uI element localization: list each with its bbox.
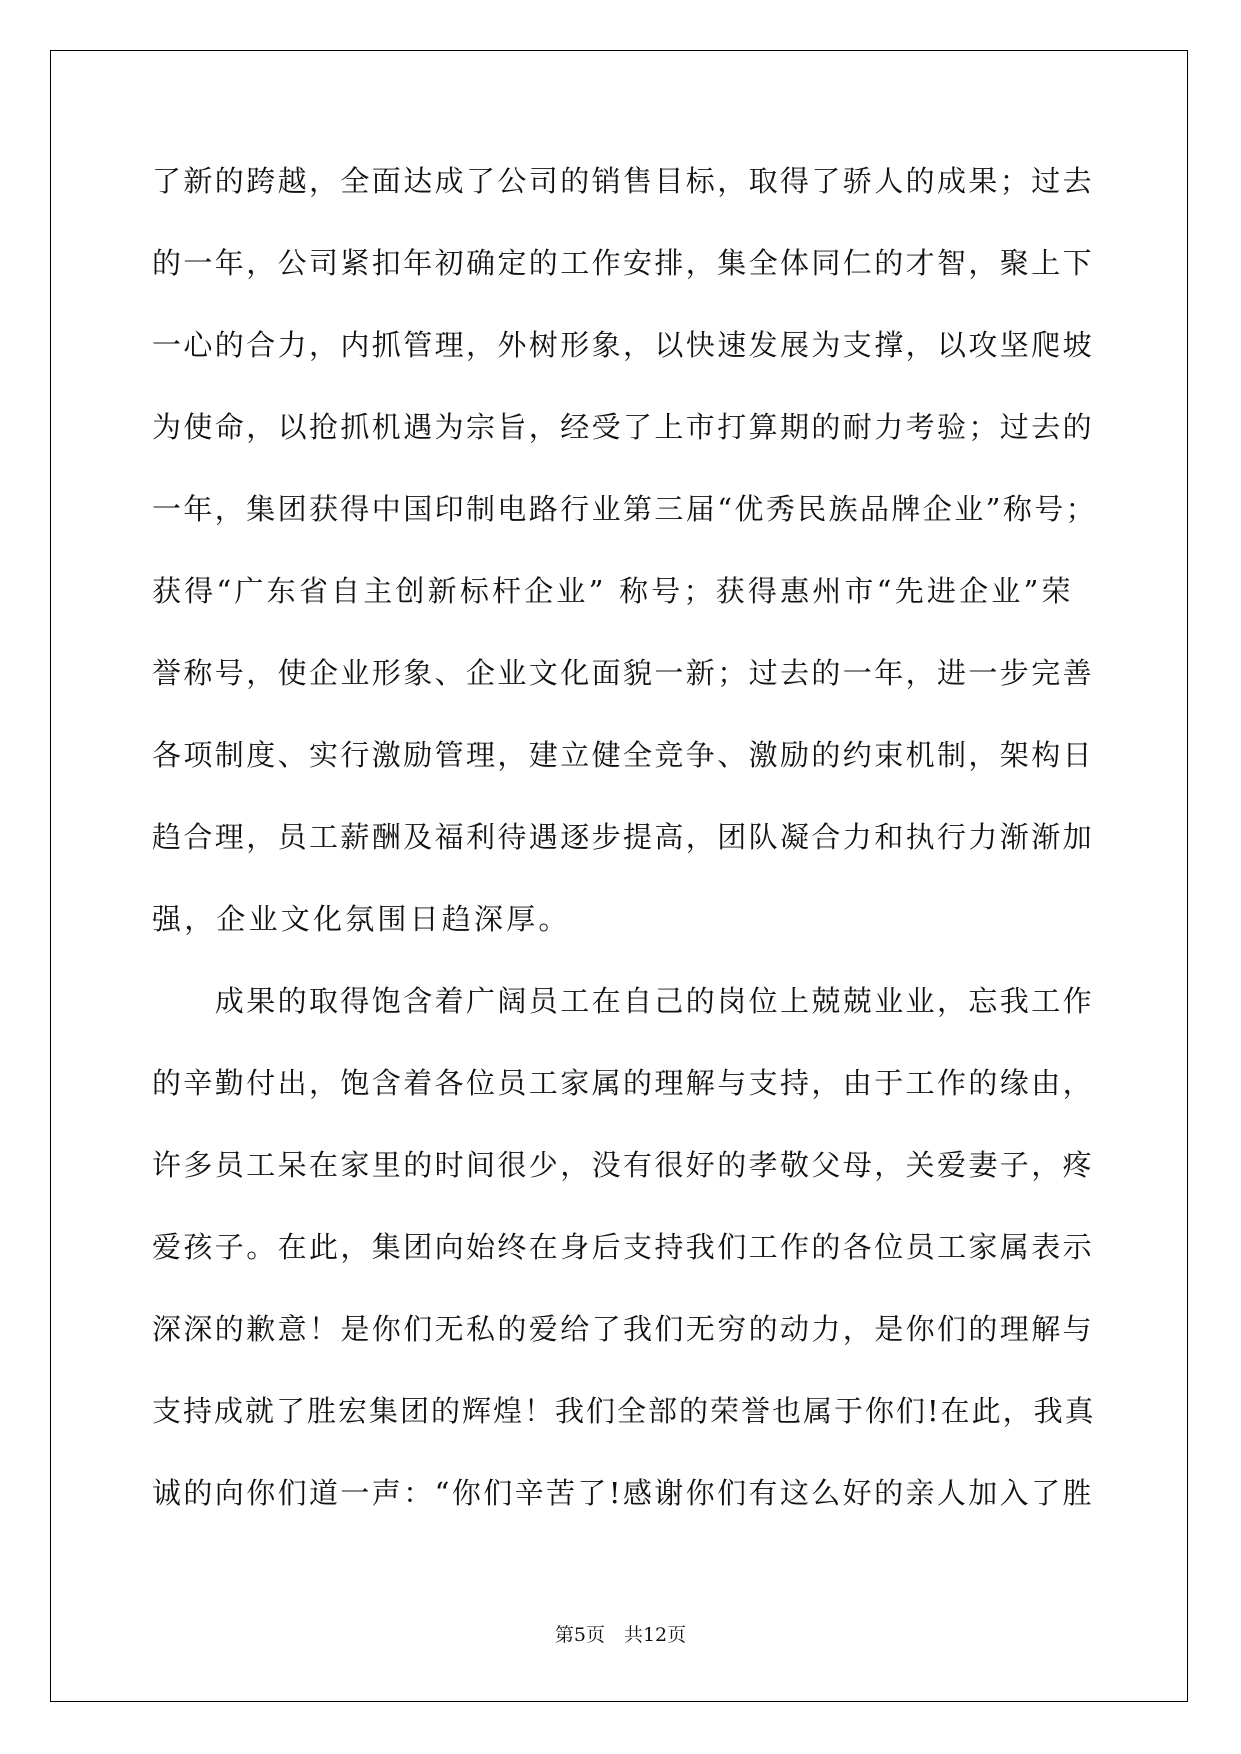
text-line-1: 了新的跨越，全面达成了公司的销售目标，取得了骄人的成果；过去 xyxy=(152,164,1095,198)
text-line-10: 强，企业文化氛围日趋深厚。 xyxy=(152,902,571,936)
text-line-8: 各项制度、实行激励管理，建立健全竞争、激励的约束机制，架构日 xyxy=(152,738,1095,772)
text-line-17: 诚的向你们道一声：“你们辛苦了!感谢你们有这么好的亲人加入了胜 xyxy=(152,1476,1094,1510)
text-line-14: 爱孩子。在此，集团向始终在身后支持我们工作的各位员工家属表示 xyxy=(152,1230,1095,1264)
page-number-footer: 第5页 共12页 xyxy=(554,1624,687,1646)
text-line-2: 的一年，公司紧扣年初确定的工作安排，集全体同仁的才智，聚上下 xyxy=(152,246,1095,280)
text-line-7: 誉称号，使企业形象、企业文化面貌一新；过去的一年，进一步完善 xyxy=(152,656,1095,690)
text-line-6: 获得“广东省自主创新标杆企业” 称号；获得惠州市“先进企业”荣 xyxy=(152,574,1074,608)
text-line-11: 成果的取得饱含着广阔员工在自己的岗位上兢兢业业，忘我工作 xyxy=(152,984,1095,1018)
text-line-16: 支持成就了胜宏集团的辉煌！我们全部的荣誉也属于你们!在此，我真 xyxy=(152,1394,1096,1428)
text-line-15: 深深的歉意！是你们无私的爱给了我们无穷的动力，是你们的理解与 xyxy=(152,1312,1095,1346)
document-body xyxy=(152,140,1097,1534)
text-line-13: 许多员工呆在家里的时间很少，没有很好的孝敬父母，关爱妻子，疼 xyxy=(152,1148,1095,1182)
text-line-5: 一年，集团获得中国印制电路行业第三届“优秀民族品牌企业”称号； xyxy=(152,492,1098,526)
text-line-12: 的辛勤付出，饱含着各位员工家属的理解与支持，由于工作的缘由， xyxy=(152,1066,1095,1100)
text-line-3: 一心的合力，内抓管理，外树形象，以快速发展为支撑，以攻坚爬坡 xyxy=(152,328,1095,362)
text-line-4: 为使命，以抢抓机遇为宗旨，经受了上市打算期的耐力考验；过去的 xyxy=(152,410,1095,444)
text-line-9: 趋合理，员工薪酬及福利待遇逐步提高，团队凝合力和执行力渐渐加 xyxy=(152,820,1095,854)
